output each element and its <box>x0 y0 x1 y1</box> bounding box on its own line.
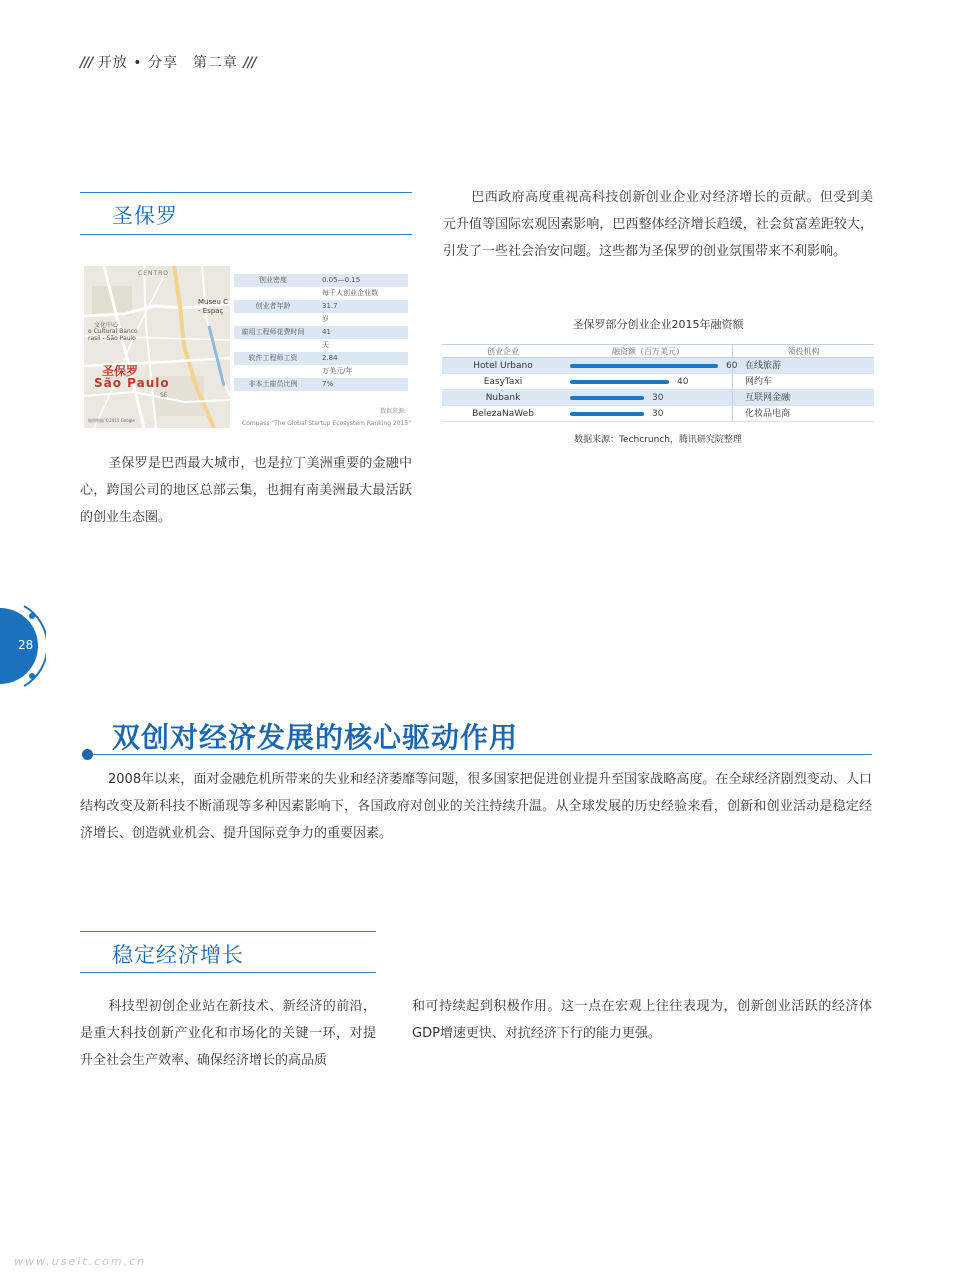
col-header-sector: 领投机构 <box>732 345 874 357</box>
stats-row <box>234 313 408 326</box>
section-title-growth: 稳定经济增长 <box>112 943 244 967</box>
stats-value: 41 <box>322 328 331 336</box>
sao-paulo-paragraph-text: 圣保罗是巴西最大城市，也是拉丁美洲重要的金融中心，跨国公司的地区总部云集，也拥有南美洲最大最活跃的创业生态圈。 <box>80 456 412 525</box>
col-header-funding: 融资额（百万美元） <box>612 347 684 356</box>
stats-row <box>234 274 408 287</box>
stats-row <box>234 339 408 352</box>
growth-paragraph-left-text: 科技型初创企业站在新技术、新经济的前沿，是重大科技创新产业化和市场化的关键一环，对提升全社会生产效率、确保经济增长的高品质 <box>80 999 376 1068</box>
section2-top-rule <box>80 931 376 932</box>
header-text: 开放 • 分享 第二章 <box>97 55 238 71</box>
stats-row <box>234 365 408 378</box>
stats-row <box>234 378 408 391</box>
stats-value: 2.84 <box>322 354 338 362</box>
chart-row <box>442 374 874 390</box>
map-roads <box>84 266 230 428</box>
funding-bar <box>570 380 669 384</box>
funding-cell <box>564 374 732 389</box>
chart-row <box>442 390 874 406</box>
chart-rows <box>442 358 874 422</box>
sao-paulo-map <box>84 266 230 428</box>
sector-name: 化妆品电商 <box>732 406 874 421</box>
col-header-company: 创业企业 <box>487 347 519 356</box>
section-top-rule <box>80 192 412 193</box>
header-bars-left: /// <box>80 55 93 71</box>
company-name: EasyTaxi <box>483 377 523 387</box>
stats-value: 31.7 <box>322 302 338 310</box>
stats-source: Compass "The Global Startup Ecosystem Ranking 2015" <box>242 420 411 427</box>
funding-value-label: 40 <box>677 377 689 387</box>
stats-key: 创业密度 <box>259 276 287 284</box>
funding-cell <box>564 390 732 405</box>
section2-bottom-rule <box>80 972 376 973</box>
stats-value: 每千人创业企业数 <box>322 289 378 297</box>
map-label-museu: Museu C <box>198 298 228 306</box>
funding-chart <box>442 344 874 422</box>
stats-key: 非本土雇员比例 <box>248 380 298 388</box>
stats-value: 7% <box>322 380 334 388</box>
sector-name: 在线旅游 <box>732 358 874 373</box>
stats-table <box>234 274 408 391</box>
company-name: Nubank <box>485 393 521 403</box>
sector-name: 网约车 <box>732 374 874 389</box>
main-paragraph <box>80 766 872 847</box>
chart-row <box>442 358 874 374</box>
funding-bar <box>570 412 644 416</box>
company-name: Hotel Urbano <box>473 361 533 371</box>
title-rule <box>92 754 872 755</box>
brazil-paragraph-text: 巴西政府高度重视高科技创新创业企业对经济增长的贡献。但受到美元升值等国际宏观因素影响，巴西整体经济增长趋缓，社会贫富差距较大，引发了一些社会治安问题。这些都为圣保罗的创业氛围带来不利影响。 <box>443 190 873 259</box>
map-label-culture-2: rasil - São Paulo <box>88 335 136 342</box>
main-paragraph-text: 2008年以来，面对金融危机所带来的失业和经济萎靡等问题，很多国家把促进创业提升至国家战略高度。在全球经济剧烈变动、人口结构改变及新科技不断涌现等多种因素影响下，各国政府对创业的关注持续升温。从全球发展的历史经验来看，创新和创业活动是稳定经济增长、创造就业机会、提升国际竞争力的重要因素。 <box>80 772 872 841</box>
section-title-sao-paulo: 圣保罗 <box>112 204 178 228</box>
map-scale: 地图数据 ©2015 Google <box>88 418 135 423</box>
chart-row <box>442 406 874 422</box>
chart-header-row <box>442 344 874 358</box>
stats-value: 天 <box>322 341 329 349</box>
map-label-se: SÉ <box>160 392 168 399</box>
stats-key <box>234 287 312 300</box>
stats-key: 雇用工程师花费时间 <box>241 328 305 336</box>
stats-key <box>234 365 312 378</box>
map-label-city-pt: São Paulo <box>94 376 170 390</box>
brazil-paragraph <box>443 184 873 265</box>
stats-row <box>234 326 408 339</box>
funding-value-label: 30 <box>652 409 664 419</box>
sector-name: 互联网金融 <box>732 390 874 405</box>
funding-bar <box>570 396 644 400</box>
stats-value: 岁 <box>322 315 329 323</box>
chart-source: 数据来源：Techcrunch，腾讯研究院整理 <box>574 435 742 445</box>
map-label-culture-1: o Cultural Banco <box>88 328 138 335</box>
chart-title: 圣保罗部分创业企业2015年融资额 <box>572 318 744 331</box>
main-section-title: 双创对经济发展的核心驱动作用 <box>112 721 519 754</box>
map-label-city-cn: 圣保罗 <box>102 364 139 378</box>
funding-bar <box>570 364 718 368</box>
funding-value-label: 30 <box>652 393 664 403</box>
stats-key: 创业者年龄 <box>255 302 291 310</box>
chapter-header <box>80 52 256 72</box>
stats-row <box>234 300 408 313</box>
stats-row <box>234 287 408 300</box>
stats-value: 0.05—0.15 <box>322 276 361 284</box>
stats-row <box>234 352 408 365</box>
stats-source-label: 数据来源: <box>380 408 407 415</box>
funding-cell <box>564 358 738 373</box>
header-bars-right: /// <box>243 55 256 71</box>
map-label-espaco: - Espaç <box>198 307 224 315</box>
stats-value: 万美元/年 <box>322 367 353 375</box>
funding-cell <box>564 406 732 421</box>
company-name: BelezaNaWeb <box>472 409 534 419</box>
stats-key <box>234 313 312 326</box>
stats-key <box>234 339 312 352</box>
map-label-centro: CENTRO <box>138 270 170 277</box>
section-bottom-rule <box>80 234 412 235</box>
growth-paragraph-right: 和可持续起到积极作用。这一点在宏观上往往表现为，创新创业活跃的经济体GDP增速更快、对抗经济下行的能力更强。 <box>412 999 872 1041</box>
watermark: www.useit.com.cn <box>14 1255 147 1268</box>
map-label-culture-cn: 文化中心 <box>94 322 119 329</box>
page-number: 28 <box>18 638 34 652</box>
sao-paulo-paragraph <box>80 450 412 531</box>
growth-paragraph-left <box>80 993 376 1074</box>
stats-key: 软件工程师工资 <box>248 354 298 362</box>
funding-value-label: 60 <box>726 361 738 371</box>
